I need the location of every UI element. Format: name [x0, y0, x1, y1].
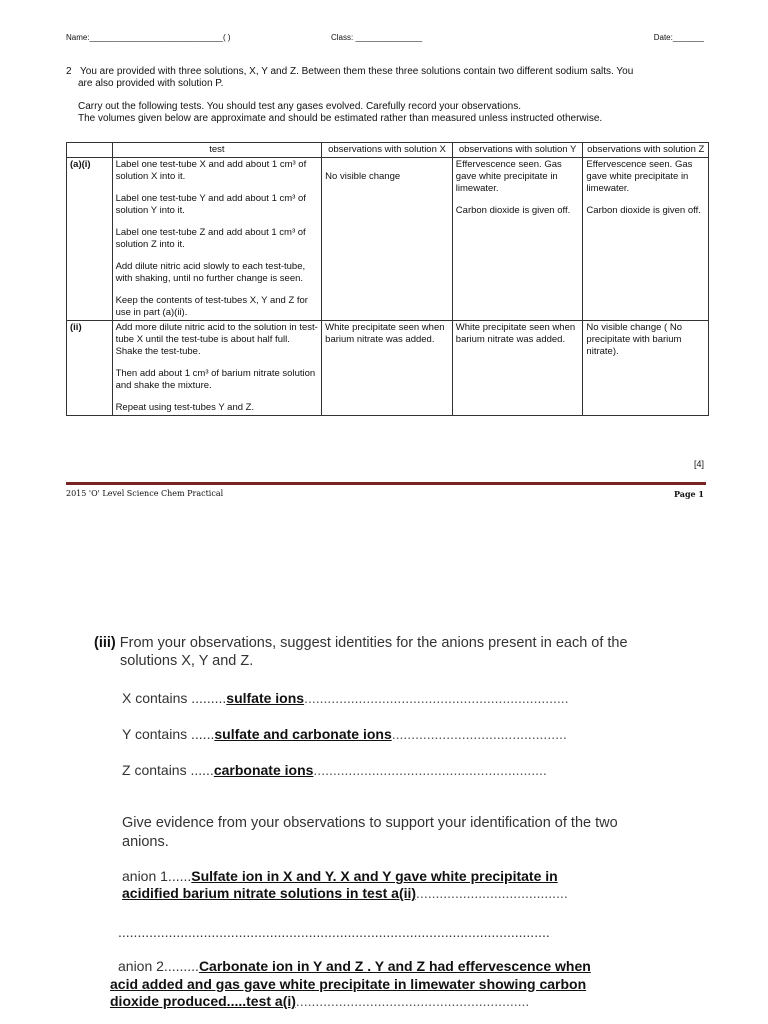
anion-1-answer [122, 868, 682, 902]
instruction-1: Carry out the following tests. You should test any gases evolved. Carefully record your observations. [78, 101, 522, 112]
anion-2-answer [110, 958, 670, 1011]
test-step: Label one test-tube Z and add about 1 cm³ of solution Z into it. [115, 227, 306, 250]
anion-prefix: anion 2......... [118, 958, 199, 974]
header-test: test [112, 143, 322, 158]
row-label: (ii) [67, 321, 113, 416]
page-number: Page 1 [673, 489, 704, 499]
answer-prefix: X contains ......... [122, 690, 227, 706]
answer-dots: ............................................................ [313, 762, 547, 778]
answer-dots: ....................................... [416, 885, 568, 901]
obs-z-cell [583, 158, 709, 321]
handwritten-answer: carbonate ions [213, 762, 314, 778]
obs-text: Carbon dioxide is given off. [586, 205, 701, 216]
answer-prefix: Y contains ...... [122, 726, 215, 742]
row-label: (a)(i) [67, 158, 113, 321]
table-row [67, 321, 709, 416]
blank-answer-line: ............................................................................................................... [118, 924, 550, 940]
answer-prefix: Z contains ...... [122, 762, 214, 778]
header-label [67, 143, 113, 158]
handwritten-answer: sulfate and carbonate ions [214, 726, 392, 742]
instruction-2: The volumes given below are approximate and should be estimated rather than measured unless instructed otherwise. [78, 113, 603, 124]
observation-table [66, 142, 709, 416]
test-step: Label one test-tube X and add about 1 cm³ of solution X into it. [115, 159, 307, 182]
handwritten-answer: Sulfate ion in X and Y. X and Y gave white precipitate in [191, 868, 558, 884]
footer-divider [66, 482, 706, 485]
obs-text: No visible change [325, 171, 401, 182]
test-step: Then add about 1 cm³ of barium nitrate solution and shake the mixture. [115, 368, 316, 391]
evidence-line-1: Give evidence from your observations to support your identification of the two [122, 815, 618, 831]
obs-x-cell [322, 158, 453, 321]
test-step: Repeat using test-tubes Y and Z. [115, 402, 255, 413]
question-intro [66, 66, 706, 125]
answer-dots: .................................................................... [304, 690, 569, 706]
test-step: Label one test-tube Y and add about 1 cm³ of solution Y into it. [115, 193, 306, 216]
date-field: Date:_______ [653, 33, 704, 42]
intro-line-1: You are provided with three solutions, X, Y and Z. Between them these three solutions contain two different sodium salts. You [80, 66, 634, 77]
intro-line-2: are also provided with solution P. [78, 78, 224, 89]
part-question-line-2: solutions X, Y and Z. [120, 653, 254, 669]
evidence-line-2: anions. [122, 834, 169, 850]
obs-y-cell: White precipitate seen when barium nitrate was added. [452, 321, 583, 416]
table-row [67, 158, 709, 321]
test-step: Add more dilute nitric acid to the solution in test-tube X until the test-tube is about half full. Shake the test-tube. [115, 322, 318, 357]
obs-text: Effervescence seen. Gas gave white precipitate in limewater. [586, 159, 693, 194]
answer-x [122, 690, 682, 706]
header-obs-x: observations with solution X [322, 143, 453, 158]
handwritten-answer: dioxide produced.....test a(i) [110, 993, 296, 1009]
part-question-line-1: From your observations, suggest identities for the anions present in each of the [119, 635, 628, 651]
test-step: Keep the contents of test-tubes X, Y and Z for use in part (a)(ii). [115, 295, 308, 318]
anion-prefix: anion 1...... [122, 868, 192, 884]
test-step: Add dilute nitric acid slowly to each test-tube, with shaking, until no further change is seen. [115, 261, 306, 284]
header-obs-z: observations with solution Z [583, 143, 709, 158]
name-field: Name:______________________________( ) [66, 33, 231, 42]
handwritten-answer: acid added and gas gave white precipitate in limewater showing carbon [110, 975, 587, 992]
handwritten-answer: sulfate ions [226, 690, 305, 706]
table-header-row [67, 143, 709, 158]
obs-z-cell: No visible change ( No precipitate with barium nitrate). [583, 321, 709, 416]
marks-label: [4] [693, 459, 704, 469]
footer-title: 2015 'O' Level Science Chem Practical [66, 489, 224, 498]
obs-y-cell [452, 158, 583, 321]
handwritten-answer: Carbonate ion in Y and Z . Y and Z had effervescence when [198, 958, 591, 974]
class-field: Class: _______________ [331, 33, 423, 42]
part-label: (iii) [94, 635, 116, 651]
evidence-question [122, 814, 682, 852]
answer-z [122, 762, 682, 778]
obs-x-cell: White precipitate seen when barium nitrate was added. [322, 321, 453, 416]
answer-dots: ............................................. [391, 726, 567, 742]
student-header [66, 33, 704, 47]
obs-text: Carbon dioxide is given off. [455, 205, 571, 216]
header-obs-y: observations with solution Y [452, 143, 583, 158]
answer-y [122, 726, 682, 742]
handwritten-answer: acidified barium nitrate solutions in test a(ii) [122, 885, 417, 901]
test-cell [112, 158, 322, 321]
question-number: 2 [66, 66, 72, 77]
part-iii-question [94, 634, 694, 670]
test-cell [112, 321, 322, 416]
answer-dots: ............................................................ [295, 993, 530, 1009]
obs-text: Effervescence seen. Gas gave white precipitate in limewater. [455, 159, 562, 194]
